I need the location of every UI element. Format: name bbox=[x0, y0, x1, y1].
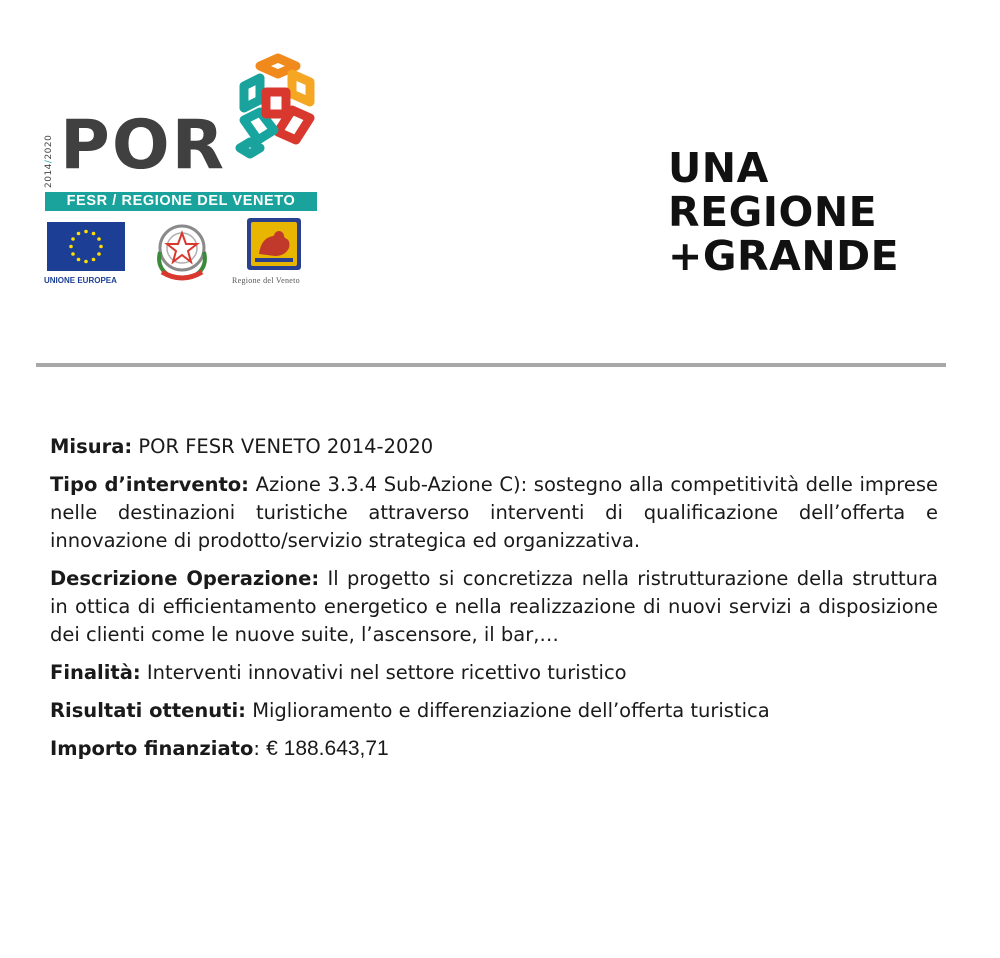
slogan bbox=[668, 146, 899, 278]
field-label: Importo finanziato bbox=[50, 737, 254, 760]
project-details bbox=[50, 433, 938, 773]
field-value: POR FESR VENETO 2014-2020 bbox=[138, 435, 434, 458]
field-value: Miglioramento e differenziazione dell’offerta turistica bbox=[252, 699, 770, 722]
field-separator: : bbox=[253, 737, 260, 760]
field-value: Interventi innovativi nel settore ricettivo turistico bbox=[146, 661, 627, 684]
field-value: Azione 3.3.4 Sub-Azione C): sostegno alla competitività delle imprese nelle destinazioni turistiche attraverso interventi di qualificazione dell’offerta e innovazione di prodotto/servizio strategica ed organizzativa. bbox=[50, 473, 938, 552]
veneto-lion-shield-icon bbox=[245, 216, 303, 272]
eu-label: UNIONE EUROPEA bbox=[44, 276, 117, 285]
field-descrizione-operazione bbox=[50, 565, 938, 649]
eu-flag-icon bbox=[47, 222, 125, 271]
por-subtitle-bar: FESR / REGIONE DEL VENETO bbox=[45, 192, 317, 211]
divider bbox=[36, 363, 946, 367]
header bbox=[0, 0, 1000, 340]
field-label: Descrizione Operazione: bbox=[50, 567, 320, 590]
por-star-mark-icon bbox=[230, 52, 325, 162]
field-misura bbox=[50, 433, 938, 461]
amount-value: € 188.643,71 bbox=[266, 737, 389, 760]
field-tipo-intervento bbox=[50, 471, 938, 555]
slogan-line-2: REGIONE bbox=[668, 188, 878, 236]
field-importo-finanziato bbox=[50, 735, 938, 763]
por-title: POR bbox=[60, 106, 227, 185]
field-label: Tipo d’intervento: bbox=[50, 473, 249, 496]
field-finalita bbox=[50, 659, 938, 687]
field-label: Misura: bbox=[50, 435, 133, 458]
slogan-line-3: +GRANDE bbox=[668, 232, 900, 280]
por-years: 2014/2020 bbox=[44, 134, 54, 188]
field-label: Finalità: bbox=[50, 661, 141, 684]
field-value: Il progetto si concretizza nella ristrutturazione della struttura in ottica di efficientamento energetico e nella realizzazione di nuovi servizi a disposizione dei clienti come le nuove suite, l’ascensore, il bar,… bbox=[50, 567, 939, 646]
veneto-label: Regione del Veneto bbox=[232, 276, 300, 285]
field-label: Risultati ottenuti: bbox=[50, 699, 246, 722]
slogan-line-1: UNA bbox=[668, 144, 769, 192]
field-risultati-ottenuti bbox=[50, 697, 938, 725]
repubblica-italiana-emblem-icon bbox=[150, 218, 214, 284]
